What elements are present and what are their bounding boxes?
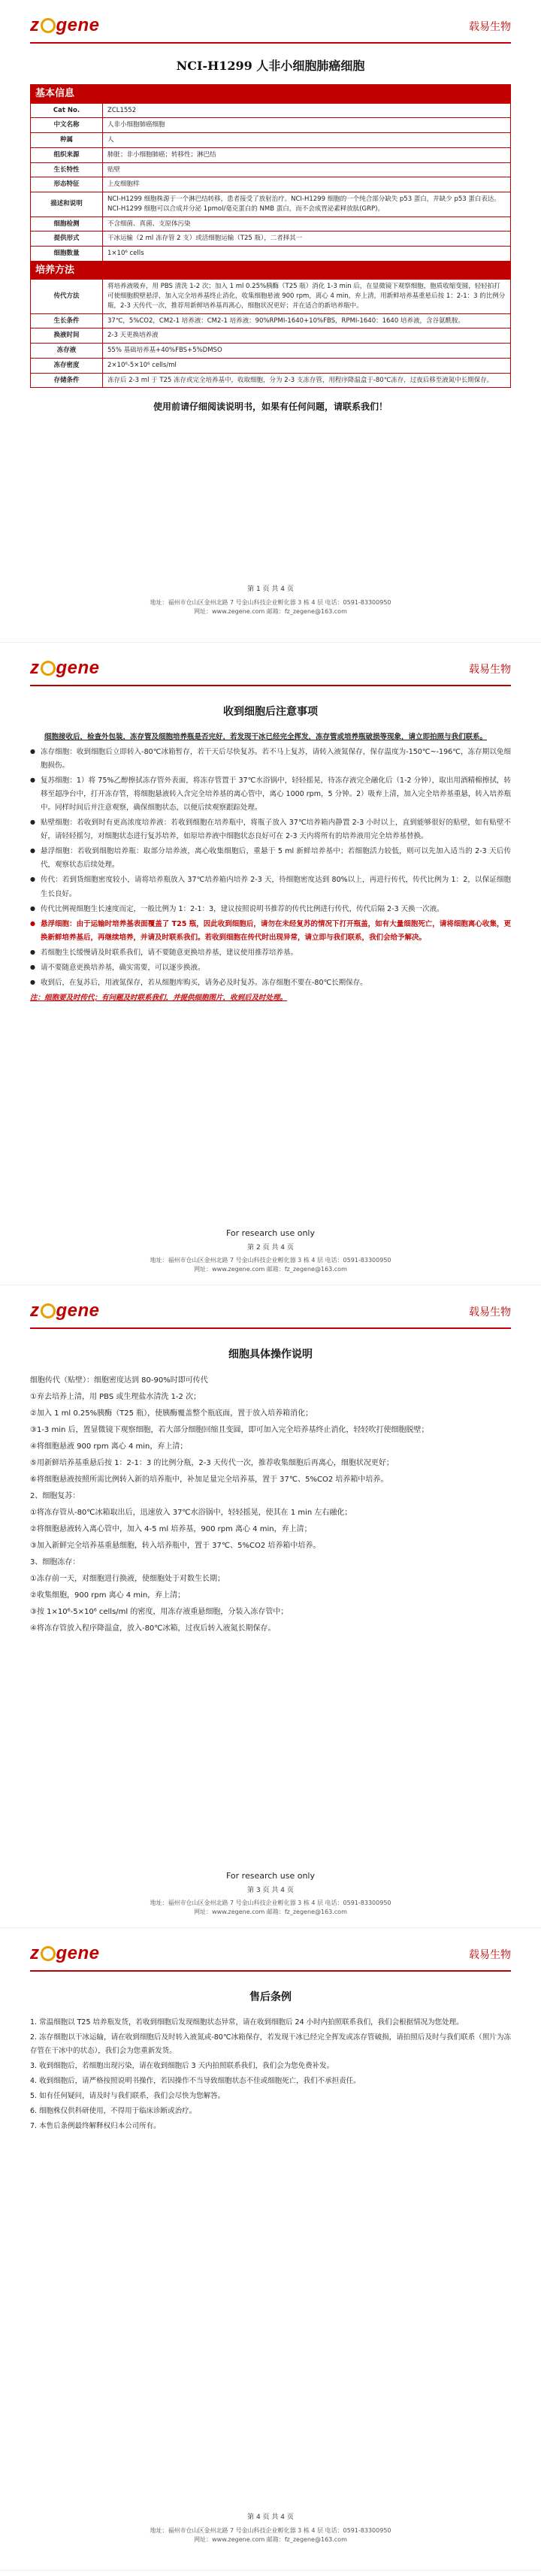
usage-notice: 使用前请仔细阅读说明书，如果有任何问题，请联系我们！ <box>153 401 388 413</box>
table-row <box>31 280 511 313</box>
page-number: 第 2 页 共 4 页 <box>247 1243 294 1252</box>
list-item: ● 冻存细胞：收到细胞后立即转入-80℃冰箱暂存，若干天后尽快复苏。若不马上复苏，请转入液氮保存，保存温度为-150℃~-196℃，冻存期以免细胞损伤。 <box>30 746 511 773</box>
table-row <box>31 133 511 148</box>
row-key: 细胞数量 <box>31 247 103 262</box>
row-value: 不含细菌、真菌、支原体污染 <box>103 216 511 232</box>
row-key: 冻存液 <box>31 344 103 359</box>
page-3-content <box>30 1339 511 1638</box>
row-value: NCI-H1299 细胞株源于一个淋巴结转移，患者接受了放射治疗。NCI-H1299 细胞的一个纯合部分缺失 p53 蛋白，并缺少 p53 蛋白表达。NCI-H1299 细胞可以合成并分泌 1pmol/毫克蛋白的 NMB 蛋白，而不会成胃泌素释放肽(GRP)。 <box>103 192 511 217</box>
table-row <box>31 313 511 328</box>
step-line: ②将细胞悬液转入离心管中，加入 4-5 ml 培养基，900 rpm 离心 4 min，弃上清； <box>30 1525 312 1533</box>
row-value: 肺脏；非小细胞肺癌；转移性；淋巴结 <box>103 147 511 162</box>
step-line: ④将细胞悬液 900 rpm 离心 4 min，弃上清； <box>30 1442 188 1451</box>
footer-web: 网址：www.zegene.com 邮箱：fz_zegene@163.com <box>194 2535 347 2543</box>
list-item: ● 悬浮细胞：由于运输时培养基表面覆盖了 T25 瓶，因此收到细胞后，请勿在未经复苏的情况下打开瓶盖，如有大量细胞死亡，请将细胞离心收集，更换新鲜培养基后，再继续培养，并请及时联系我们。若收到细胞在传代时出现异常，请立即与我们联系，我们会给予解决。 <box>30 918 511 945</box>
row-key: 冻存密度 <box>31 358 103 373</box>
row-key: 提供形式 <box>31 232 103 247</box>
table-row <box>31 373 511 388</box>
footer-address: 地址：福州市仓山区金州北路 7 号金山科技企业孵化器 3 栋 4 层 电话：0591-83300950 <box>150 2526 391 2534</box>
list-item: ● 收到后，在复苏后，用液氮保存，若从细胞库购买，请务必及时复苏。冻存细胞不要在-80℃长期保存。 <box>30 976 511 990</box>
row-value: ZCL1552 <box>103 103 511 118</box>
section-basic-info: 基本信息 <box>31 85 511 104</box>
section-title: 收到细胞后注意事项 <box>223 706 318 718</box>
table-row <box>31 147 511 162</box>
row-key: Cat No. <box>31 103 103 118</box>
brand-name: 载易生物 <box>469 1306 511 1318</box>
row-value: 2×10⁶-5×10⁶ cells/ml <box>103 358 511 373</box>
page-footer <box>30 1870 511 1915</box>
research-use-label: For research use only <box>225 1228 315 1238</box>
page-3 <box>0 1285 541 1928</box>
list-item: ● 贴壁细胞：若收到时有更高浓度培养液：若收到细胞在培养瓶中，将瓶子放入 37℃培养箱内静置 2-3 小时以上，直到能够很好的贴壁，如有贴壁不好，请轻轻摇匀，对细胞状态进行复苏培养，如原培养液中细胞状态良好可在 2-3 天内将所有的培养液用完全培养基替换。 <box>30 816 511 843</box>
row-key: 形态特征 <box>31 177 103 192</box>
zegene-logo: z gene <box>30 1300 100 1321</box>
page-header <box>30 1296 511 1329</box>
page-title: NCI-H1299 人非小细胞肺癌细胞 <box>176 59 365 73</box>
page-footer <box>30 585 511 630</box>
footer-address: 地址：福州市仓山区金州北路 7 号金山科技企业孵化器 3 栋 4 层 电话：0591-83300950 <box>150 1257 391 1264</box>
row-value: 将培养液吸弃，用 PBS 清洗 1-2 次；加入 1 ml 0.25%胰酶（T25 瓶）消化 1-3 min 后，在显微镜下观察细胞，胞质收缩变圆，轻轻拍打可使细胞脱壁悬浮，加入完全培养基终止消化，收集细胞悬液 900 rpm，离心 4 min，弃上清，用新鲜培养基重悬后按 1：2-1：3 的比例分瓶，2-3 天传代一次，推荐用新鲜培养基再离心，细胞状况更好；并在适合的新培养瓶中。 <box>103 280 511 313</box>
step-line: ⑥将细胞悬液按照所需比例转入新的培养瓶中，补加足量完全培养基，置于 37℃、5%CO2 培养箱中培养。 <box>30 1476 388 1484</box>
table-row <box>31 103 511 118</box>
step-line: ④将冻存管放入程序降温盒，放入-80℃冰箱，过夜后转入液氮长期保存。 <box>30 1624 276 1633</box>
list-item: 6. 细胞株仅供科研使用，不得用于临床诊断或治疗。 <box>30 2107 197 2116</box>
row-key: 存储条件 <box>31 373 103 388</box>
page-4 <box>0 1928 541 2571</box>
list-item: 4. 收到细胞后，请严格按照说明书操作，若因操作不当导致细胞状态不佳或细胞死亡，我们不承担责任。 <box>30 2077 361 2086</box>
row-value: 1×10⁶ cells <box>103 247 511 262</box>
section-title: 细胞具体操作说明 <box>228 1349 313 1361</box>
zegene-logo: z gene <box>30 1943 100 1963</box>
row-value: 贴壁 <box>103 162 511 177</box>
step-line: ①将冻存管从-80℃冰箱取出后，迅速放入 37℃水浴锅中，轻轻摇晃，使其在 1 min 左右融化； <box>30 1509 352 1517</box>
list-item: 5. 如有任何疑问，请及时与我们联系，我们会尽快为您解答。 <box>30 2092 225 2101</box>
section-culture-method: 培养方法 <box>31 261 511 280</box>
list-item: 7. 本售后条例最终解释权归本公司所有。 <box>30 2122 161 2131</box>
list-item: ● 悬浮细胞：若收到细胞培养瓶：取部分培养液，离心收集细胞后，重悬于 5 ml 新鲜培养基中；若细胞活力较低，则可以先加入适当的 2-3 天后传代，观察状态后续处理。 <box>30 845 511 872</box>
row-key: 种属 <box>31 133 103 148</box>
page-2 <box>0 643 541 1285</box>
table-row <box>31 344 511 359</box>
footer-web: 网址：www.zegene.com 邮箱：fz_zegene@163.com <box>194 607 347 615</box>
table-row <box>31 247 511 262</box>
row-value: 上皮细胞样 <box>103 177 511 192</box>
list-item: ● 请不要随意更换培养基，确实需要，可以逐步换液。 <box>30 961 511 975</box>
page-footer <box>30 1227 511 1273</box>
table-row <box>31 328 511 344</box>
row-value: 冻存后 2-3 ml 于 T25 冻存或完全培养基中，收取细胞，分为 2-3 支冻存管，用程序降温盒于-80℃冻存，过夜后移至液氮中长期保存。 <box>103 373 511 388</box>
list-item: 1. 常温细胞以 T25 培养瓶发货，若收到细胞后发现细胞状态异常，请在收到细胞后 24 小时内拍照联系我们，我们会根据情况为您处理。 <box>30 2018 464 2027</box>
list-item: 3. 收到细胞后，若细胞出现污染，请在收到细胞后 3 天内拍照联系我们，我们会为您免费补发。 <box>30 2062 334 2071</box>
page-4-content <box>30 1982 511 2135</box>
brand-name: 载易生物 <box>469 664 511 676</box>
list-item: ● 若细胞生长缓慢请及时联系我们，请不要随意更换培养基，建议使用推荐培养基。 <box>30 946 511 960</box>
table-row <box>31 232 511 247</box>
step-line: 细胞传代（贴壁）：细胞密度达到 80-90%时即可传代 <box>30 1376 208 1385</box>
table-row <box>31 177 511 192</box>
page-number: 第 4 页 共 4 页 <box>247 2514 294 2521</box>
list-item: ● 传代比例视细胞生长速度而定，一般比例为 1：2-1：3，建议按照说明书推荐的传代比例进行传代，传代后隔 2-3 天换一次液。 <box>30 903 511 916</box>
brand-name: 载易生物 <box>469 1949 511 1961</box>
row-value: 55% 基础培养基+40%FBS+5%DMSO <box>103 344 511 359</box>
page-number: 第 3 页 共 4 页 <box>247 1886 294 1894</box>
brand-name: 载易生物 <box>469 21 511 33</box>
row-key: 组织来源 <box>31 147 103 162</box>
warning-note: 注：细胞要及时传代；有问题及时联系我们，并提供细胞图片，收到后及时处理。 <box>30 993 288 1002</box>
footer-web: 网址：www.zegene.com 邮箱：fz_zegene@163.com <box>194 1266 347 1273</box>
row-key: 生长条件 <box>31 313 103 328</box>
table-row <box>31 118 511 133</box>
footer-address: 地址：福州市仓山区金州北路 7 号金山科技企业孵化器 3 栋 4 层 电话：0591-83300950 <box>150 1899 391 1906</box>
row-key: 换液时间 <box>31 328 103 344</box>
row-value: 37℃，5%CO2，CM2-1 培养液：CM2-1 培养液：90%RPMI-1640+10%FBS，RPMI-1640：1640 培养液，含谷氨酰胺。 <box>103 313 511 328</box>
row-key: 细胞检测 <box>31 216 103 232</box>
step-line: ⑤用新鲜培养基重悬后按 1：2-1：3 的比例分瓶，2-3 天传代一次，推荐收集细胞后再离心，细胞状况更好； <box>30 1459 394 1467</box>
row-key: 生长特性 <box>31 162 103 177</box>
page-header <box>30 653 511 686</box>
info-table <box>30 84 511 388</box>
section-title: 售后条例 <box>249 1991 292 2003</box>
page-footer <box>30 2513 511 2558</box>
step-line: ③1-3 min 后，置显微镜下观察细胞，若大部分细胞回缩且变圆，即可加入完全培养基终止消化，轻轻吹打使细胞脱壁； <box>30 1426 429 1434</box>
step-line: ③按 1×10⁶-5×10⁶ cells/ml 的密度，用冻存液重悬细胞，分装入冻存管中； <box>30 1608 289 1616</box>
step-line: 3、细胞冻存： <box>30 1558 80 1566</box>
step-line: 2、细胞复苏： <box>30 1492 80 1500</box>
zegene-logo: z gene <box>30 15 100 35</box>
list-item: ● 复苏细胞：1）将 75%乙醇擦拭冻存管外表面，将冻存管置于 37℃水浴锅中，轻轻摇晃，待冻存液完全融化后（1-2 分钟），取出用酒精棉擦拭，转移至超净台中，打开冻存管，将细胞悬液转入含完全培养基的离心管中，离心 1000 rpm，5 分钟。2）吸弃上清，加入完全培养基重悬，转入培养瓶中。同样时间后并注意观察，确保细胞状态，以便后续观察跟踪处理。 <box>30 774 511 815</box>
table-row <box>31 358 511 373</box>
list-item: ● 传代：若到货细胞密度较小，请将培养瓶放入 37℃培养箱内培养 2-3 天，待细胞密度达到 80%以上，再进行传代，传代比例为 1：2，以保证细胞生长良好。 <box>30 873 511 901</box>
footer-address: 地址：福州市仓山区金州北路 7 号金山科技企业孵化器 3 栋 4 层 电话：0591-83300950 <box>150 598 391 606</box>
page-1-content <box>30 54 511 413</box>
row-value: 人 <box>103 133 511 148</box>
intro-paragraph: 细胞接收后，检查外包装，冻存管及细胞培养瓶是否完好，若发现干冰已经完全挥发，冻存管或培养瓶破损等现象，请立即拍照与我们联系。 <box>44 733 488 741</box>
step-line: ①弃去培养上清，用 PBS 或生理盐水清洗 1-2 次； <box>30 1393 201 1401</box>
table-row <box>31 192 511 217</box>
row-value: 2-3 天更换培养液 <box>103 328 511 344</box>
page-header <box>30 11 511 44</box>
table-row <box>31 216 511 232</box>
row-key: 描述和说明 <box>31 192 103 217</box>
zegene-logo: z gene <box>30 658 100 678</box>
row-value: 干冰运输（2 ml 冻存管 2 支）或活细胞运输（T25 瓶），二者择其一 <box>103 232 511 247</box>
row-key: 中文名称 <box>31 118 103 133</box>
research-use-label: For research use only <box>225 1871 315 1881</box>
table-row <box>31 162 511 177</box>
page-header <box>30 1939 511 1972</box>
step-line: ③加入新鲜完全培养基重悬细胞，转入培养瓶中，置于 37℃、5%CO2 培养箱中培养。 <box>30 1542 321 1550</box>
row-value: 人非小细胞肺癌细胞 <box>103 118 511 133</box>
footer-web: 网址：www.zegene.com 邮箱：fz_zegene@163.com <box>194 1909 347 1915</box>
page-number: 第 1 页 共 4 页 <box>247 586 294 593</box>
page-2-content <box>30 697 511 1006</box>
list-item: 2. 冻存细胞以干冰运输，请在收到细胞后及时转入液氮或-80℃冰箱保存，若发现干冰已经完全挥发或冻存管破损，请拍照后及时与我们联系（照片为冻存管在干冰中的状态），我们会为您重新发货。 <box>30 2033 511 2056</box>
page-1 <box>0 0 541 643</box>
row-key: 传代方法 <box>31 280 103 313</box>
step-line: ②加入 1 ml 0.25%胰酶（T25 瓶），使胰酶覆盖整个瓶底面，置于放入培养箱消化； <box>30 1409 313 1418</box>
step-line: ②收集细胞，900 rpm 离心 4 min，弃上清； <box>30 1591 186 1600</box>
step-line: ①冻存前一天，对细胞进行换液，使细胞处于对数生长期； <box>30 1575 225 1583</box>
